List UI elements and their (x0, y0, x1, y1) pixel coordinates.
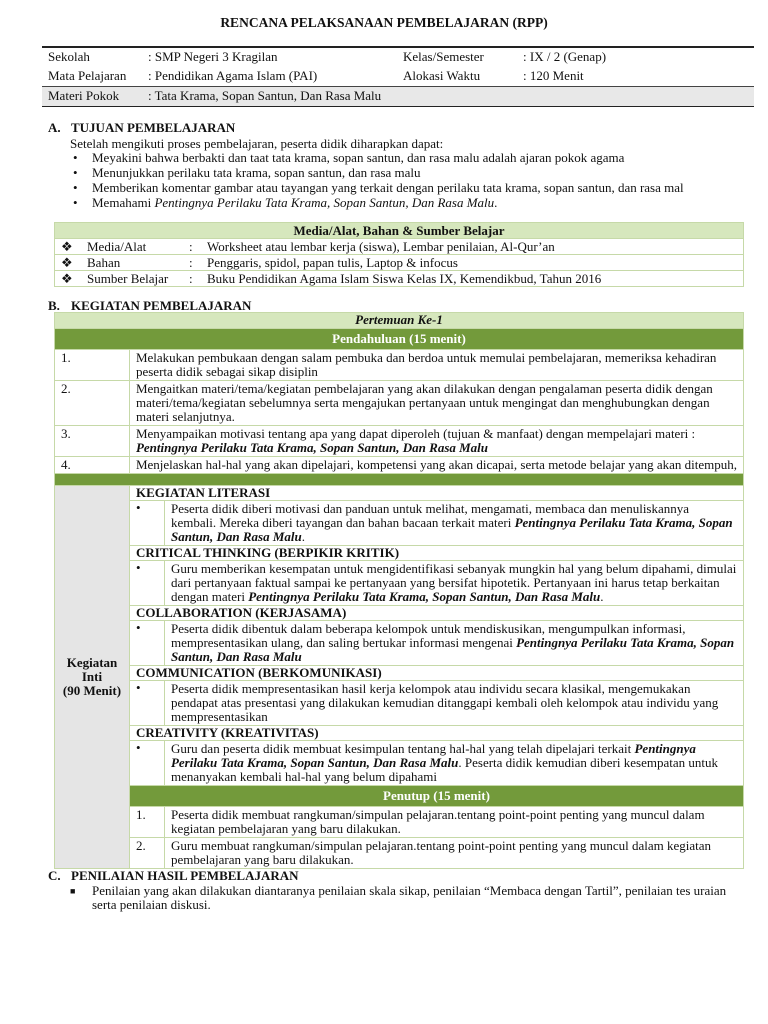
activity-text: Peserta didik diberi motivasi dan panduan untuk melihat, mengamati, membaca dan menuliskannya kembali. Mereka diberi tayangan dan bahan bacaan terkait materi Pentingnya Perilaku Tata Krama, Sopan Santun, Dan Rasa Malu. (164, 501, 743, 546)
identity-row (42, 47, 754, 67)
section-c-heading (48, 868, 299, 884)
critical-thinking-heading: CRITICAL THINKING (BERPIKIR KRITIK) (129, 546, 743, 561)
table-row (55, 426, 744, 457)
meeting-header: Pertemuan Ke-1 (55, 313, 744, 329)
section-number: B. (48, 298, 60, 313)
bullet-icon: • (129, 621, 164, 666)
topic-value: : Tata Krama, Sopan Santun, Dan Rasa Malu (142, 87, 754, 107)
list-item: • Memahami Pentingnya Perilaku Tata Krama, Sopan Santun, Dan Rasa Malu. (73, 195, 498, 210)
class-label: Kelas/Semester (403, 49, 484, 64)
row-number: 4. (55, 457, 130, 474)
list-item: ■ Penilaian yang akan dilakukan diantaranya penilaian skala sikap, penilaian “Membaca dengan Tartil”, penilaian tes uraian serta penilaian diskusi. (70, 883, 727, 912)
identity-row (42, 87, 754, 107)
row-number: 3. (55, 426, 130, 457)
objectives-intro: Setelah mengikuti proses pembelajaran, peserta didik diharapkan dapat: (70, 136, 444, 151)
closing-phase-header: Penutup (15 menit) (129, 786, 743, 807)
media-table (54, 222, 744, 287)
table-row (55, 561, 744, 606)
media-value: Worksheet atau lembar kerja (siswa), Lembar penilaian, Al-Qur’an (201, 239, 744, 255)
bullet-icon: • (129, 681, 164, 726)
activity-text: Peserta didik mempresentasikan hasil kerja kelompok atau individu secara klasikal, mengemukakan pendapat atas presentasi yang dilakukan kemudian ditanggapi kembali oleh kelompok atau individu yang mempresentasikan (164, 681, 743, 726)
diamond-bullet-icon: ❖ (55, 239, 82, 255)
activities-table (54, 312, 744, 869)
identity-table (42, 46, 754, 107)
subject-label: Mata Pelajaran (48, 68, 127, 83)
school-value: : SMP Negeri 3 Kragilan (148, 49, 278, 64)
section-title: KEGIATAN PEMBELAJARAN (71, 298, 252, 313)
media-colon: : (183, 239, 201, 255)
activity-text: Melakukan pembukaan dengan salam pembuka dan berdoa untuk memulai pembelajaran, memeriksa kehadiran peserta didik sebagai sikap disiplin (129, 350, 743, 381)
activity-text: Menyampaikan motivasi tentang apa yang dapat diperoleh (tujuan & manfaat) dengan mempelajari materi : Pentingnya Perilaku Tata Krama, Sopan Santun, Dan Rasa Malu (129, 426, 743, 457)
time-value: : 120 Menit (523, 68, 584, 83)
activity-text: Menjelaskan hal-hal yang akan dipelajari, kompetensi yang akan dicapai, serta metode belajar yang akan ditempuh, (129, 457, 743, 474)
divider (55, 474, 744, 486)
list-item: • Menunjukkan perilaku tata krama, sopan santun, dan rasa malu (73, 165, 421, 180)
table-row (55, 807, 744, 838)
media-label: Bahan (81, 255, 183, 271)
square-bullet-icon: ■ (70, 886, 76, 896)
subject-value: : Pendidikan Agama Islam (PAI) (148, 68, 318, 83)
list-item: • Meyakini bahwa berbakti dan taat tata krama, sopan santun, dan rasa malu adalah ajaran pokok agama (73, 150, 625, 165)
list-item: • Memberikan komentar gambar atau tayangan yang terkait dengan perilaku tata krama, sopan santun, dan rasa mal (73, 180, 684, 195)
bullet-icon: • (73, 150, 78, 165)
table-row (55, 681, 744, 726)
collaboration-heading: COLLABORATION (KERJASAMA) (129, 606, 743, 621)
school-label: Sekolah (48, 49, 90, 64)
table-row (55, 239, 744, 255)
topic-label: Materi Pokok (42, 87, 142, 107)
class-value: : IX / 2 (Genap) (523, 49, 607, 64)
bullet-icon: • (129, 501, 164, 546)
media-label: Sumber Belajar (81, 271, 183, 287)
table-row (55, 838, 744, 869)
media-colon: : (183, 255, 201, 271)
bullet-icon: • (129, 561, 164, 606)
row-number: 1. (129, 807, 164, 838)
section-number: C. (48, 868, 61, 883)
row-number: 2. (129, 838, 164, 869)
document-title: RENCANA PELAKSANAAN PEMBELAJARAN (RPP) (220, 15, 548, 30)
table-row (55, 381, 744, 426)
time-label: Alokasi Waktu (403, 68, 481, 83)
media-colon: : (183, 271, 201, 287)
creativity-heading: CREATIVITY (KREATIVITAS) (129, 726, 743, 741)
identity-row (42, 67, 754, 87)
literacy-heading: KEGIATAN LITERASI (129, 486, 743, 501)
activity-text: Guru memberikan kesempatan untuk mengidentifikasi sebanyak mungkin hal yang belum dipahami, dimulai dari pertanyaan faktual sampai ke pertanyaan yang bersifat hipotetik. Pertanyaan ini harus tetap berkaitan dengan materi Pentingnya Perilaku Tata Krama, Sopan Santun, Dan Rasa Malu. (164, 561, 743, 606)
media-header: Media/Alat, Bahan & Sumber Belajar (55, 223, 744, 239)
activity-text: Peserta didik membuat rangkuman/simpulan pelajaran.tentang point-point penting yang muncul dalam kegiatan pembelajaran yang baru dilakukan. (164, 807, 743, 838)
bullet-icon: • (129, 741, 164, 786)
media-label: Media/Alat (81, 239, 183, 255)
section-title: PENILAIAN HASIL PEMBELAJARAN (71, 868, 299, 883)
diamond-bullet-icon: ❖ (55, 271, 82, 287)
section-title: TUJUAN PEMBELAJARAN (71, 120, 236, 135)
activity-text: Guru membuat rangkuman/simpulan pelajaran.tentang point-point penting yang muncul dalam kegiatan pembelajaran yang baru dilakukan. (164, 838, 743, 869)
assessment-list (70, 884, 730, 912)
section-number: A. (48, 120, 61, 135)
activity-text: Mengaitkan materi/tema/kegiatan pembelajaran yang akan dilakukan dengan pengalaman peserta didik dengan materi/tema/kegiatan sebelumnya serta mengajukan pertanyaan untuk mengingat dan menghubungkan dengan materi selanjutnya. (129, 381, 743, 426)
diamond-bullet-icon: ❖ (55, 255, 82, 271)
bullet-icon: • (73, 165, 78, 180)
section-a-heading (48, 120, 235, 136)
row-number: 1. (55, 350, 130, 381)
table-row (55, 457, 744, 474)
table-row (55, 350, 744, 381)
row-number: 2. (55, 381, 130, 426)
activity-text: Guru dan peserta didik membuat kesimpulan tentang hal-hal yang telah dipelajari terkait Pentingnya Perilaku Tata Krama, Sopan Santun, Dan Rasa Malu. Peserta didik kemudian diberi kesempatan untuk menanyakan kembali hal-hal yang belum dipahami (164, 741, 743, 786)
media-value: Penggaris, spidol, papan tulis, Laptop & infocus (201, 255, 744, 271)
table-row (55, 271, 744, 287)
table-row (55, 621, 744, 666)
table-row (55, 501, 744, 546)
communication-heading: COMMUNICATION (BERKOMUNIKASI) (129, 666, 743, 681)
objectives-list (70, 150, 750, 210)
table-row (55, 255, 744, 271)
activity-text: Peserta didik dibentuk dalam beberapa kelompok untuk mendiskusikan, mengumpulkan informasi, mempresentasikan ulang, dan saling bertukar informasi mengenai Pentingnya Perilaku Tata Krama, Sopan Santun, Dan Rasa Malu (164, 621, 743, 666)
table-row (55, 741, 744, 786)
core-activity-label: Kegiatan Inti (90 Menit) (55, 486, 130, 869)
bullet-icon: • (73, 195, 78, 210)
bullet-icon: • (73, 180, 78, 195)
intro-phase-header: Pendahuluan (15 menit) (55, 329, 744, 350)
media-value: Buku Pendidikan Agama Islam Siswa Kelas IX, Kemendikbud, Tahun 2016 (201, 271, 744, 287)
